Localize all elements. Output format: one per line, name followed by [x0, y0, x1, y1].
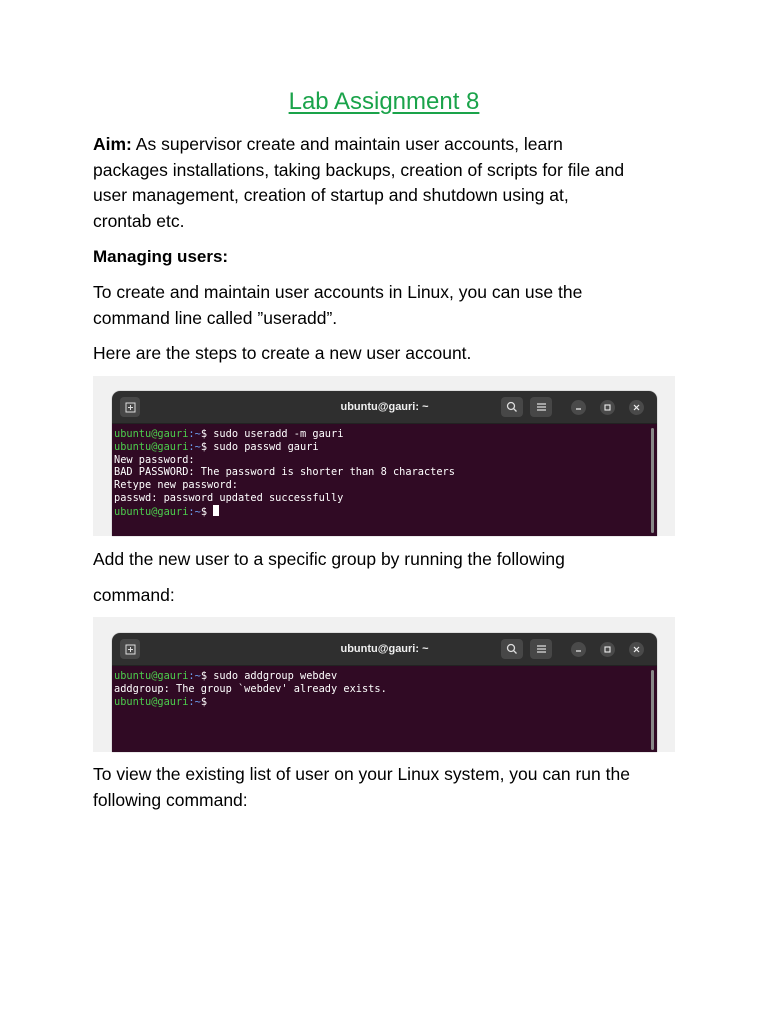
terminal-titlebar [112, 391, 657, 424]
terminal-line: New password: [114, 453, 195, 466]
terminal-line: passwd: password updated successfully [114, 491, 344, 504]
maximize-icon[interactable] [600, 400, 615, 415]
terminal-titlebar [112, 633, 657, 666]
aim-paragraph [93, 132, 683, 234]
terminal-line: addgroup: The group `webdev' already exists. [114, 682, 387, 695]
terminal-screenshot-2 [93, 617, 675, 752]
terminal-output[interactable] [112, 666, 657, 752]
terminal-line: BAD PASSWORD: The password is shorter than 8 characters [114, 466, 455, 479]
hamburger-menu-icon[interactable] [530, 639, 552, 659]
terminal-line: ubuntu@gauri:~$ [114, 695, 214, 708]
terminal-screenshot-1 [93, 376, 675, 536]
steps-paragraph: Here are the steps to create a new user account. [93, 343, 472, 363]
terminal-output[interactable] [112, 424, 657, 536]
minimize-icon[interactable] [571, 400, 586, 415]
minimize-icon[interactable] [571, 642, 586, 657]
terminal-line: Retype new password: [114, 479, 238, 492]
view-users-paragraph [93, 762, 683, 813]
terminal-scrollbar[interactable] [651, 428, 654, 533]
page-title: Lab Assignment 8 [288, 88, 480, 115]
view-line: To view the existing list of user on your Linux system, you can run the [93, 764, 630, 784]
group-paragraph-line1: Add the new user to a specific group by running the following [93, 549, 565, 569]
maximize-icon[interactable] [600, 642, 615, 657]
aim-line: user management, creation of startup and shutdown using at, [93, 185, 569, 205]
aim-line: As supervisor create and maintain user accounts, learn [135, 134, 563, 154]
close-icon[interactable] [629, 400, 644, 415]
terminal-line: ubuntu@gauri:~$ [114, 505, 657, 518]
terminal-window [112, 391, 657, 536]
group-paragraph-line2: command: [93, 585, 175, 605]
terminal-line: ubuntu@gauri:~$ sudo useradd -m gauri [114, 428, 344, 440]
terminal-window [112, 633, 657, 752]
terminal-title: ubuntu@gauri: ~ [340, 401, 429, 413]
intro-line: command line called ”useradd”. [93, 307, 338, 328]
terminal-title: ubuntu@gauri: ~ [340, 643, 429, 655]
aim-line: packages installations, taking backups, creation of scripts for file and [93, 159, 625, 180]
managing-users-heading: Managing users: [93, 247, 229, 266]
view-line: following command: [93, 789, 248, 810]
aim-line: crontab etc. [93, 210, 185, 231]
aim-label: Aim: [93, 134, 132, 154]
terminal-line: ubuntu@gauri:~$ sudo passwd gauri [114, 440, 319, 453]
terminal-line: ubuntu@gauri:~$ sudo addgroup webdev [114, 670, 338, 682]
terminal-cursor [213, 505, 219, 516]
search-icon[interactable] [501, 639, 523, 659]
search-icon[interactable] [501, 397, 523, 417]
hamburger-menu-icon[interactable] [530, 397, 552, 417]
terminal-scrollbar[interactable] [651, 670, 654, 750]
close-icon[interactable] [629, 642, 644, 657]
intro-line: To create and maintain user accounts in Linux, you can use the [93, 282, 583, 302]
intro-paragraph [93, 280, 683, 331]
